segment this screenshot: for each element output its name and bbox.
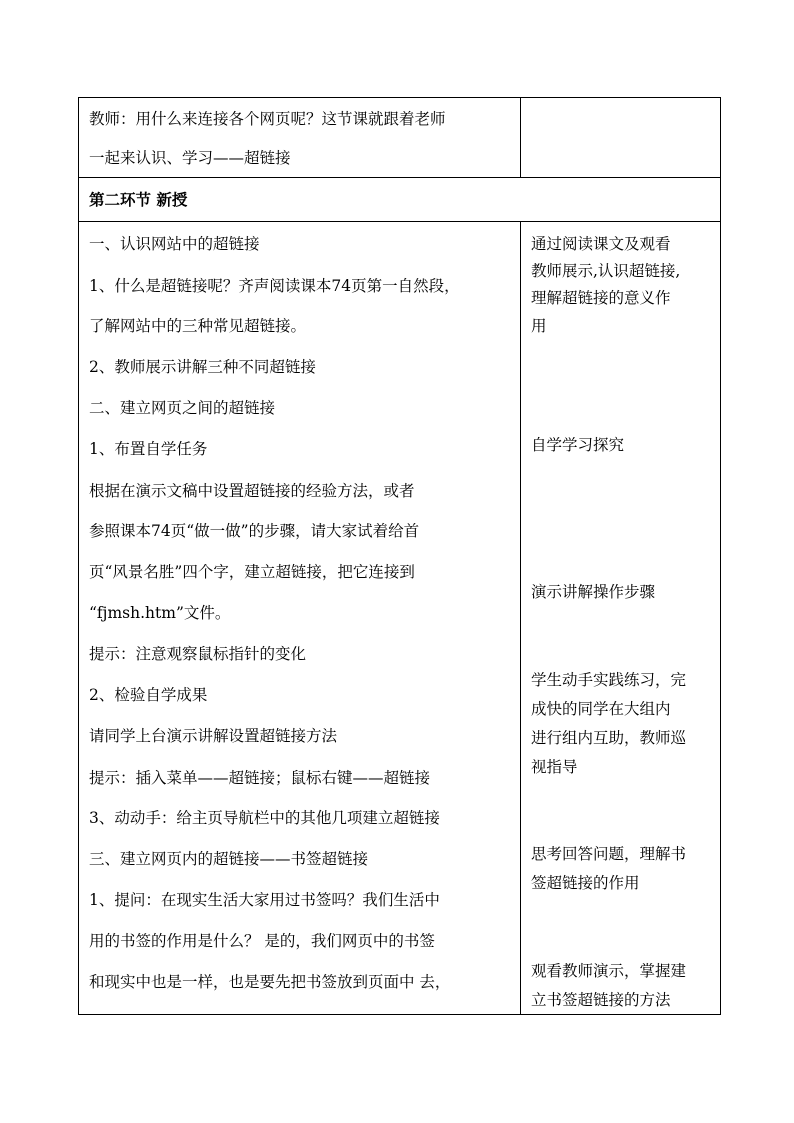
- note-line: 视指导: [531, 758, 578, 776]
- note-line: 用: [531, 317, 547, 335]
- content-line: 3、动动手：给主页导航栏中的其他几项建立超链接: [89, 809, 440, 827]
- content-line: 请同学上台演示讲解设置超链接方法: [89, 727, 338, 745]
- content-line: 提示：注意观察鼠标指针的变化: [89, 645, 307, 663]
- lesson-plan-table: [78, 97, 721, 1015]
- column-divider-top: [520, 98, 521, 178]
- content-line: 和现实中也是一样，也是要先把书签放到页面中 去，: [89, 973, 451, 991]
- note-line: 自学学习探究: [531, 436, 625, 454]
- content-line: 根据在演示文稿中设置超链接的经验方法，或者: [89, 482, 415, 500]
- column-divider-bottom: [520, 222, 521, 1014]
- content-line: “fjmsh.htm”文件。: [89, 604, 231, 622]
- note-line: 学生动手实践练习，完: [531, 671, 687, 689]
- note-line: 思考回答问题，理解书: [531, 845, 687, 863]
- content-line: 用的书签的作用是什么？ 是的，我们网页中的书签: [89, 932, 435, 950]
- note-line: 理解超链接的意义作: [531, 289, 671, 307]
- content-line: 1、什么是超链接呢？齐声阅读课本74页第一自然段，: [89, 277, 460, 295]
- content-line: 提示：插入菜单——超链接；鼠标右键——超链接: [89, 769, 431, 787]
- content-line: 三、建立网页内的超链接——书签超链接: [89, 850, 369, 868]
- content-line: 1、布置自学任务: [89, 440, 208, 458]
- content-line: 二、建立网页之间的超链接: [89, 399, 276, 417]
- intro-row: [79, 98, 720, 178]
- note-line: 观看教师演示，掌握建: [531, 962, 687, 980]
- note-line: 进行组内互助，教师巡: [531, 729, 687, 747]
- section-heading: 第二环节 新授: [89, 190, 188, 209]
- content-line: 一、认识网站中的超链接: [89, 235, 260, 253]
- content-line: 参照课本74页“做一做”的步骤，请大家试着给首: [89, 522, 420, 540]
- content-line: 1、提问：在现实生活大家用过书签吗？我们生活中: [89, 891, 440, 909]
- content-line: 页“风景名胜”四个字，建立超链接，把它连接到: [89, 563, 415, 581]
- note-line: 立书签超链接的方法: [531, 991, 671, 1009]
- intro-line-1: 教师：用什么来连接各个网页呢？这节课就跟着老师: [89, 110, 446, 128]
- section-heading-row: [79, 178, 720, 222]
- note-line: 教师展示,认识超链接,: [531, 262, 681, 280]
- note-line: 演示讲解操作步骤: [531, 583, 656, 601]
- content-line: 2、检验自学成果: [89, 686, 208, 704]
- content-line: 2、教师展示讲解三种不同超链接: [89, 358, 316, 376]
- content-row: [79, 222, 720, 1014]
- note-line: 通过阅读课文及观看: [531, 235, 671, 253]
- note-line: 签超链接的作用: [531, 874, 640, 892]
- note-line: 成快的同学在大组内: [531, 700, 671, 718]
- intro-line-2: 一起来认识、学习——超链接: [89, 149, 291, 167]
- content-line: 了解网站中的三种常见超链接。: [89, 317, 307, 335]
